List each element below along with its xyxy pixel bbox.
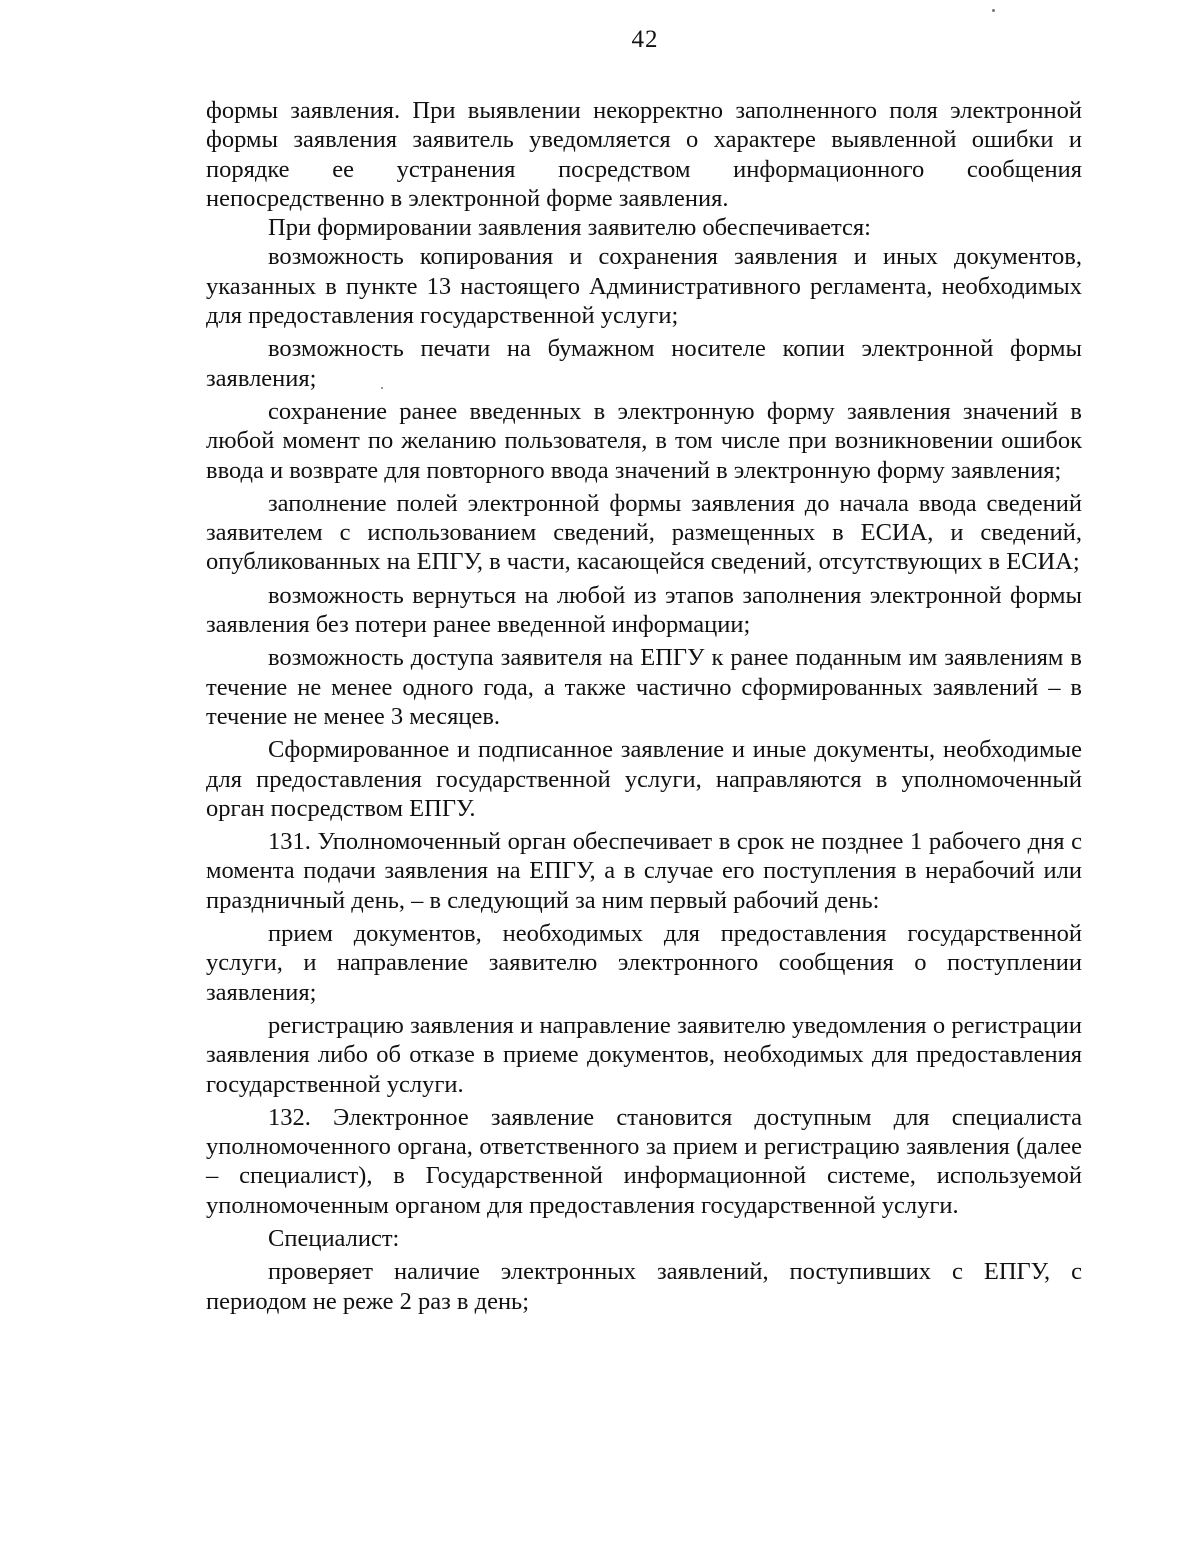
paragraph-131: 131. Уполномоченный орган обеспечивает в срок не позднее 1 рабочего дня с момента подачи заявления на ЕПГУ, а в случае его поступления в нерабочий или праздничный день, – в следующий за ним первый рабочий день: (206, 828, 1082, 914)
paragraph-specialist: Специалист: (268, 1224, 400, 1252)
paragraph-intro: При формировании заявления заявителю обеспечивается: (268, 214, 871, 242)
paragraph-access: возможность доступа заявителя на ЕПГУ к ранее поданным им заявлениям в течение не менее одного года, а также частично сформированных заявлений – в течение не менее 3 месяцев. (206, 644, 1082, 730)
paragraph-continuation: формы заявления. При выявлении некорректно заполненного поля электронной формы заявления заявитель уведомляется о характере выявленной ошибки и порядке ее устранения посредством информационного сообщения непосредственно в электронной форме заявления. (206, 97, 1082, 212)
document-body (206, 96, 1082, 1316)
paragraph-print: возможность печати на бумажном носителе копии электронной формы заявления; (206, 335, 1082, 392)
paragraph-submission: Сформированное и подписанное заявление и иные документы, необходимые для предоставления государственной услуги, направляются в уполномоченный орган посредством ЕПГУ. (206, 736, 1082, 822)
paragraph-check: проверяет наличие электронных заявлений, поступивших с ЕПГУ, с периодом не реже 2 раз в день; (206, 1258, 1082, 1315)
paragraph-132: 132. Электронное заявление становится доступным для специалиста уполномоченного органа, ответственного за прием и регистрацию заявления (далее – специалист), в Государственной информационной системе, используемой уполномоченным органом для предоставления государственной услуги. (206, 1103, 1082, 1219)
scan-speck (381, 387, 383, 389)
paragraph-reception: прием документов, необходимых для предоставления государственной услуги, и направление заявителю электронного сообщения о поступлении заявления; (206, 920, 1082, 1006)
page-number: 42 (631, 26, 659, 53)
paragraph-registration: регистрацию заявления и направление заявителю уведомления о регистрации заявления либо об отказе в приеме документов, необходимых для предоставления государственной услуги. (206, 1011, 1082, 1098)
paragraph-return-step: возможность вернуться на любой из этапов заполнения электронной формы заявления без потери ранее введенной информации; (206, 581, 1082, 639)
paragraph-saving-values: сохранение ранее введенных в электронную форму заявления значений в любой момент по желанию пользователя, в том числе при возникновении ошибок ввода и возврате для повторного ввода значений в электронную форму заявления; (206, 397, 1082, 484)
paragraph-prefill: заполнение полей электронной формы заявления до начала ввода сведений заявителем с использованием сведений, размещенных в ЕСИА, и сведений, опубликованных на ЕПГУ, в части, касающейся сведений, отсутствующих в ЕСИА; (206, 489, 1082, 576)
paragraph-copy-save: возможность копирования и сохранения заявления и иных документов, указанных в пункте 13 настоящего Административного регламента, необходимых для предоставления государственной услуги; (206, 243, 1082, 330)
scan-speck (992, 9, 995, 12)
